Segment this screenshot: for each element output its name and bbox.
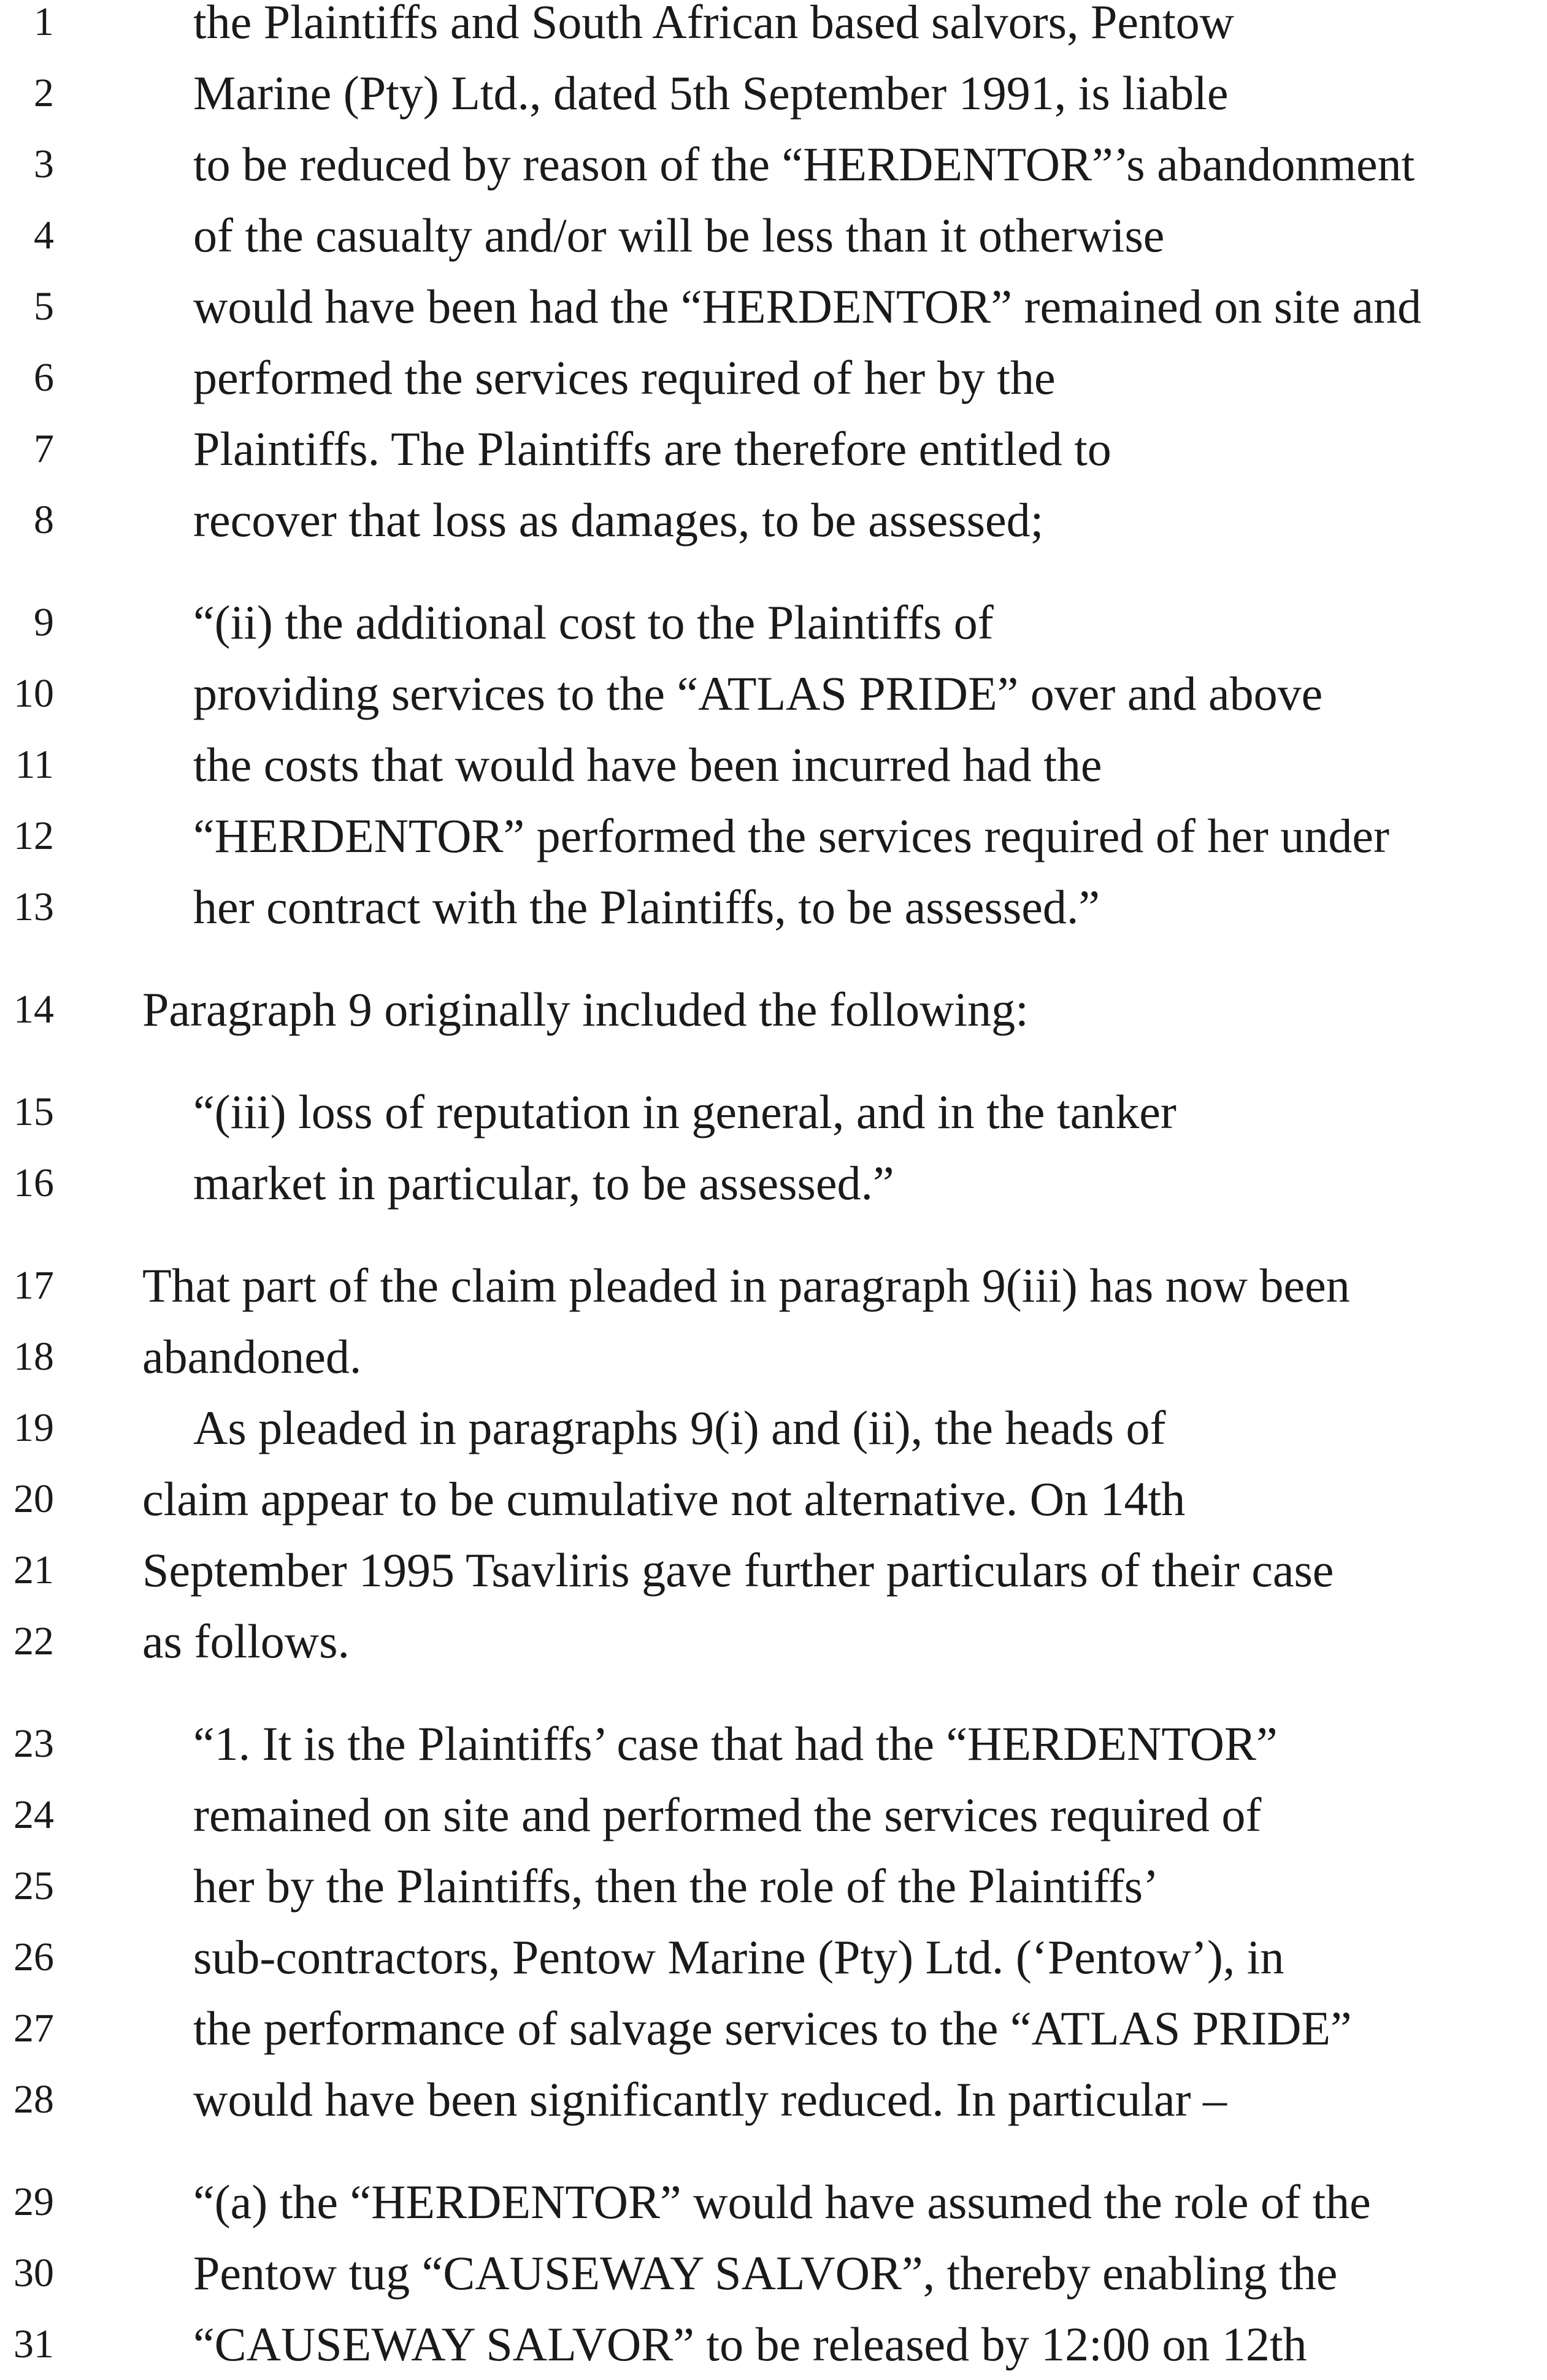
line-number: 9 xyxy=(34,600,54,645)
text-line xyxy=(0,1392,1547,1464)
line-text: the Plaintiffs and South African based salvors, Pentow xyxy=(193,0,1234,48)
line-text: “1. It is the Plaintiffs’ case that had the “HERDENTOR” xyxy=(193,1717,1278,1770)
text-line xyxy=(0,1993,1547,2064)
line-text: Pentow tug “CAUSEWAY SALVOR”, thereby enabling the xyxy=(193,2246,1338,2300)
line-number: 21 xyxy=(13,1548,54,1592)
text-line xyxy=(0,413,1547,485)
line-number: 22 xyxy=(13,1619,54,1664)
line-text: Plaintiffs. The Plaintiffs are therefore entitled to xyxy=(193,422,1111,475)
text-line xyxy=(0,1606,1547,1677)
line-text: recover that loss as damages, to be assessed; xyxy=(193,493,1044,547)
line-number: 5 xyxy=(34,284,54,329)
line-text: “(ii) the additional cost to the Plaintiffs of xyxy=(193,596,994,649)
line-text: providing services to the “ATLAS PRIDE” over and above xyxy=(193,667,1323,720)
line-text: sub-contractors, Pentow Marine (Pty) Ltd. (‘Pentow’), in xyxy=(193,1930,1284,1984)
line-text: her contract with the Plaintiffs, to be assessed.” xyxy=(193,880,1100,934)
text-line xyxy=(0,1779,1547,1851)
text-line xyxy=(0,2064,1547,2135)
line-text: That part of the claim pleaded in paragraph 9(iii) has now been xyxy=(142,1259,1350,1312)
line-number: 4 xyxy=(34,213,54,258)
line-text: as follows. xyxy=(142,1614,350,1668)
text-line xyxy=(0,1535,1547,1606)
text-line xyxy=(0,342,1547,413)
line-text: Marine (Pty) Ltd., dated 5th September 1991, is liable xyxy=(193,66,1229,120)
line-number: 27 xyxy=(13,2006,54,2051)
line-number: 25 xyxy=(13,1864,54,1908)
line-number: 7 xyxy=(34,426,54,471)
line-text: to be reduced by reason of the “HERDENTOR”’s abandonment xyxy=(193,137,1415,191)
line-text: claim appear to be cumulative not alternative. On 14th xyxy=(142,1472,1186,1526)
line-number: 26 xyxy=(13,1935,54,1979)
line-number: 13 xyxy=(13,885,54,929)
line-number: 15 xyxy=(13,1089,54,1134)
line-text: her by the Plaintiffs, then the role of the Plaintiffs’ xyxy=(193,1859,1159,1913)
line-number: 30 xyxy=(13,2251,54,2295)
line-text: performed the services required of her by the xyxy=(193,351,1056,404)
text-line xyxy=(0,1321,1547,1392)
line-number: 10 xyxy=(13,671,54,716)
line-text: As pleaded in paragraphs 9(i) and (ii), the heads of xyxy=(193,1401,1166,1454)
line-text: would have been had the “HERDENTOR” remained on site and xyxy=(193,280,1422,333)
text-line xyxy=(0,0,1547,58)
line-number: 23 xyxy=(13,1721,54,1766)
line-number: 3 xyxy=(34,142,54,186)
text-line xyxy=(0,58,1547,129)
line-number: 18 xyxy=(13,1334,54,1379)
line-number: 16 xyxy=(13,1161,54,1205)
line-number: 8 xyxy=(34,497,54,542)
line-text: market in particular, to be assessed.” xyxy=(193,1156,894,1210)
line-text: “CAUSEWAY SALVOR” to be released by 12:00 on 12th xyxy=(193,2317,1307,2371)
text-line xyxy=(0,1250,1547,1321)
line-text: Paragraph 9 originally included the following: xyxy=(142,983,1029,1036)
line-text: September 1995 Tsavliris gave further particulars of their case xyxy=(142,1543,1334,1597)
text-line xyxy=(0,800,1547,872)
line-number: 1 xyxy=(34,0,54,44)
line-text: of the casualty and/or will be less than it otherwise xyxy=(193,209,1165,262)
text-line xyxy=(0,129,1547,200)
text-line xyxy=(0,1708,1547,1779)
line-text: remained on site and performed the services required of xyxy=(193,1788,1262,1841)
line-text: “(iii) loss of reputation in general, and in the tanker xyxy=(193,1085,1177,1138)
line-number: 31 xyxy=(13,2322,54,2367)
text-line xyxy=(0,2167,1547,2238)
text-line xyxy=(0,587,1547,658)
text-line xyxy=(0,872,1547,943)
text-line xyxy=(0,1148,1547,1219)
line-text: the performance of salvage services to the “ATLAS PRIDE” xyxy=(193,2002,1352,2055)
text-line xyxy=(0,200,1547,271)
line-text: abandoned. xyxy=(142,1330,362,1383)
line-number: 2 xyxy=(34,71,54,115)
line-number: 19 xyxy=(13,1405,54,1450)
line-number: 17 xyxy=(13,1263,54,1308)
line-text: would have been significantly reduced. In particular – xyxy=(193,2073,1227,2126)
line-number: 11 xyxy=(15,742,54,787)
line-number: 29 xyxy=(13,2179,54,2224)
line-text: “(a) the “HERDENTOR” would have assumed the role of the xyxy=(193,2175,1371,2228)
line-text: “HERDENTOR” performed the services required of her under xyxy=(193,809,1389,862)
text-line xyxy=(0,485,1547,556)
line-number: 6 xyxy=(34,355,54,400)
text-line xyxy=(0,1851,1547,1922)
line-number: 20 xyxy=(13,1476,54,1521)
text-line xyxy=(0,974,1547,1045)
text-line xyxy=(0,1077,1547,1148)
text-line xyxy=(0,2238,1547,2309)
line-number: 14 xyxy=(13,987,54,1032)
text-line xyxy=(0,2309,1547,2380)
text-line xyxy=(0,729,1547,800)
text-line xyxy=(0,271,1547,342)
line-number: 28 xyxy=(13,2077,54,2122)
line-number: 24 xyxy=(13,1792,54,1837)
text-line xyxy=(0,1922,1547,1993)
line-text: the costs that would have been incurred had the xyxy=(193,738,1102,791)
text-line xyxy=(0,1464,1547,1535)
line-number: 12 xyxy=(13,813,54,858)
text-line xyxy=(0,658,1547,729)
